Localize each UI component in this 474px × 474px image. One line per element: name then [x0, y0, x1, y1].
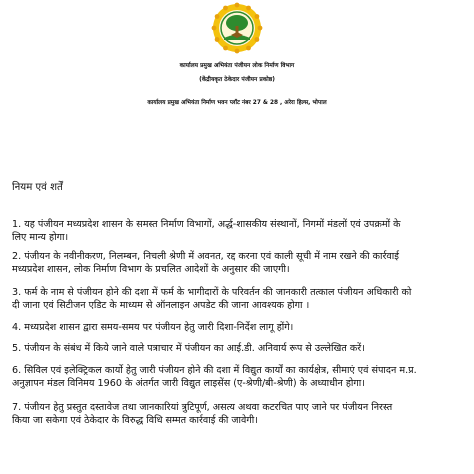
clause-line: 7. पंजीयन हेतु प्रस्तुत दस्तावेज तथा जानकारियां त्रुटिपूर्ण, असत्य अथवा कटरचित पाए जाने पर पंजीयन निरस्त — [12, 402, 393, 413]
term-clause — [12, 342, 467, 355]
emblem-graphic — [211, 2, 263, 54]
term-clause — [12, 401, 467, 427]
clause-line: लिए मान्य होगा। — [12, 232, 69, 244]
department-title: कार्यालय प्रमुख अभियंता पंजीयन लोक निर्माण विभाग — [179, 63, 295, 69]
clause-line: 3. फर्म के नाम से पंजीयन होने की दशा में फर्म के भागीदारों के परिवर्तन की जानकारी तत्काल पंजीयन अधिकारी को — [12, 287, 412, 298]
term-clause — [12, 286, 467, 312]
cell-subtitle: (केंद्रीयकृत ठेकेदार पंजीयन प्रकोष्ठ) — [199, 77, 275, 83]
office-address: कार्यालय प्रमुख अभियंता निर्माण भवन प्लॉट नंबर 27 & 28 , अरेरा हिल्स, भोपाल — [147, 100, 327, 106]
term-clause — [12, 250, 467, 276]
clause-line: मध्यप्रदेश शासन, लोक निर्माण विभाग के प्रचलित आदेशों के अनुसार की जाएगी। — [12, 264, 290, 276]
clause-line: 5. पंजीयन के संबंध में किये जाने वाले पत्राचार में पंजीयन का आई.डी. अनिवार्य रूप से उल्लेखित करें। — [12, 343, 365, 354]
clause-line: 6. सिविल एवं इलेक्ट्रिकल कार्यो हेतु जारी पंजीयन होने की दशा में विद्युत कार्यों का कार्यक्षेत्र, सीमाएं एवं संपादन म.प्र. — [12, 365, 417, 376]
term-clause — [12, 321, 467, 334]
terms-heading: नियम एवं शर्तें — [12, 182, 63, 193]
clause-line: दी जाना एवं सिटीजन एडिट के माध्यम से ऑनलाइन अपडेट की जाना आवश्यक होगा । — [12, 300, 310, 312]
clause-line: 2. पंजीयन के नवीनीकरण, निलम्बन, निचली श्रेणी में अवनत, रद्द करना एवं काली सूची में नाम रखने की कार्रवाई — [12, 251, 399, 262]
term-clause — [12, 218, 467, 244]
mp-state-emblem-icon — [211, 2, 263, 54]
term-clause — [12, 364, 467, 390]
clause-line: अनुज्ञापन मंडल विनिमय 1960 के अंतर्गत जारी विद्युत लाइसेंस (ए-श्रेणी/बी-श्रेणी) के अध्याधीन होगा। — [12, 378, 365, 390]
clause-line: 4. मध्यप्रदेश शासन द्वारा समय-समय पर पंजीयन हेतु जारी दिशा-निर्देश लागू होंगे। — [12, 322, 294, 333]
clause-line: किया जा सकेगा एवं ठेकेदार के विरुद्ध विधि सम्मत कार्रवाई की जावेगी। — [12, 415, 258, 427]
clause-line: 1. यह पंजीयन मध्यप्रदेश शासन के समस्त निर्माण विभागों, अर्द्ध-शासकीय संस्थानों, निगमों मंडलों एवं उपक्रमों के — [12, 219, 401, 230]
